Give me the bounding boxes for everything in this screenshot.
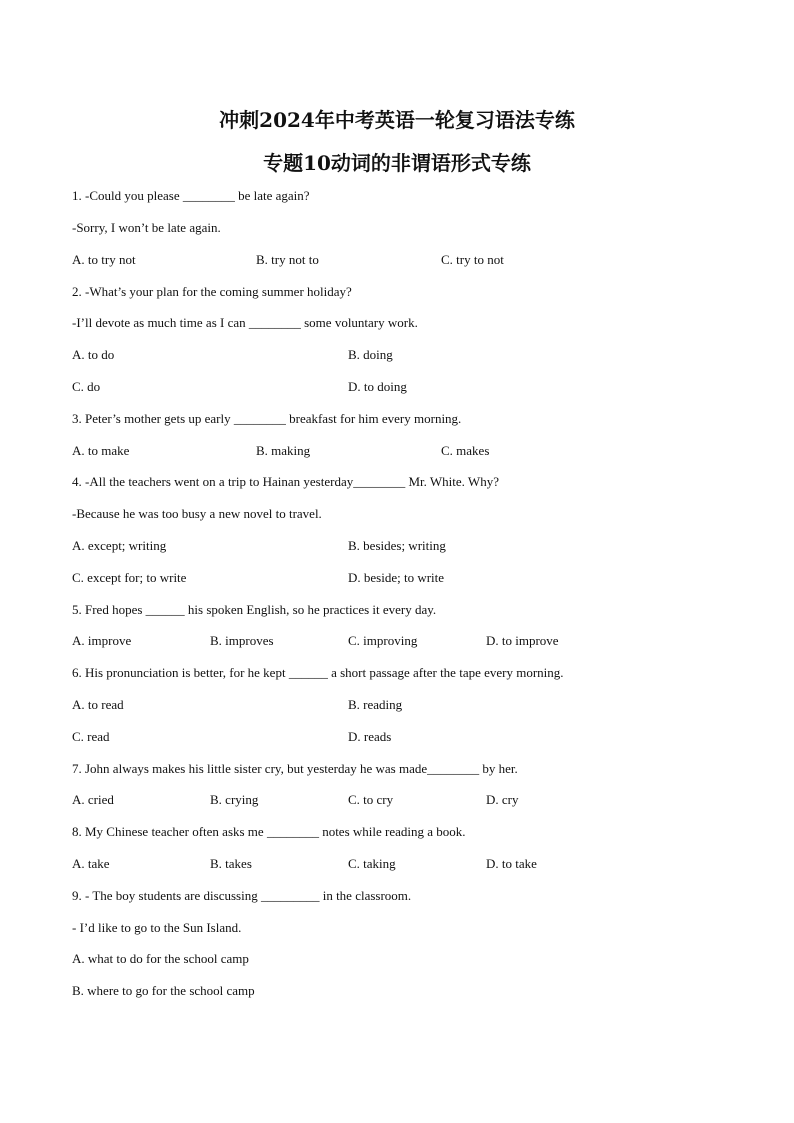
question-5-option-b: B. improves [210, 633, 274, 648]
question-2-reply: -I’ll devote as much time as I can ________ some voluntary work. [72, 315, 418, 330]
question-1-reply: -Sorry, I won’t be late again. [72, 220, 221, 235]
question-4-option-d: D. beside; to write [348, 570, 445, 585]
question-6-option-d: D. reads [348, 729, 392, 744]
document-subtitle: 专题10动词的非谓语形式专练 [263, 151, 531, 175]
question-7-stem: 7. John always makes his little sister cry, but yesterday he was made________ by her. [72, 761, 518, 776]
question-5-option-c: C. improving [348, 633, 418, 648]
question-5-option-a: A. improve [72, 633, 132, 648]
question-3-option-b: B. making [256, 443, 311, 458]
question-5-option-d: D. to improve [486, 633, 559, 648]
question-2-option-d: D. to doing [348, 379, 407, 394]
document-title: 冲刺2024年中考英语一轮复习语法专练 [219, 108, 575, 132]
question-7-option-a: A. cried [72, 792, 114, 807]
question-9-reply: - I’d like to go to the Sun Island. [72, 920, 242, 935]
question-7-option-c: C. to cry [348, 792, 394, 807]
question-6-option-a: A. to read [72, 697, 124, 712]
question-4-stem: 4. -All the teachers went on a trip to Hainan yesterday________ Mr. White. Why? [72, 474, 499, 489]
question-2-option-c: C. do [72, 379, 101, 394]
question-3-stem: 3. Peter’s mother gets up early ________ breakfast for him every morning. [72, 411, 462, 426]
question-2-stem: 2. -What’s your plan for the coming summer holiday? [72, 284, 352, 299]
question-4-option-c: C. except for; to write [72, 570, 187, 585]
question-1-option-a: A. to try not [72, 252, 136, 267]
question-1-option-c: C. try to not [441, 252, 504, 267]
question-4-option-a: A. except; writing [72, 538, 167, 553]
question-3-option-c: C. makes [441, 443, 490, 458]
question-2-option-a: A. to do [72, 347, 115, 362]
question-1-stem: 1. -Could you please ________ be late again? [72, 188, 310, 203]
question-6-option-b: B. reading [348, 697, 403, 712]
question-5-stem: 5. Fred hopes ______ his spoken English, so he practices it every day. [72, 602, 437, 617]
question-8-option-b: B. takes [210, 856, 252, 871]
question-3-option-a: A. to make [72, 443, 130, 458]
question-8-option-a: A. take [72, 856, 110, 871]
question-8-option-d: D. to take [486, 856, 537, 871]
question-9-option-a: A. what to do for the school camp [72, 951, 249, 966]
question-4-option-b: B. besides; writing [348, 538, 446, 553]
question-1-option-b: B. try not to [256, 252, 319, 267]
question-6-option-c: C. read [72, 729, 110, 744]
question-9-stem: 9. - The boy students are discussing _________ in the classroom. [72, 888, 412, 903]
question-8-option-c: C. taking [348, 856, 396, 871]
question-7-option-b: B. crying [210, 792, 259, 807]
question-9-option-b: B. where to go for the school camp [72, 983, 255, 998]
question-8-stem: 8. My Chinese teacher often asks me ________ notes while reading a book. [72, 824, 466, 839]
question-7-option-d: D. cry [486, 792, 519, 807]
question-6-stem: 6. His pronunciation is better, for he kept ______ a short passage after the tape every morning. [72, 665, 564, 680]
question-2-option-b: B. doing [348, 347, 393, 362]
question-4-reply: -Because he was too busy a new novel to travel. [72, 506, 322, 521]
